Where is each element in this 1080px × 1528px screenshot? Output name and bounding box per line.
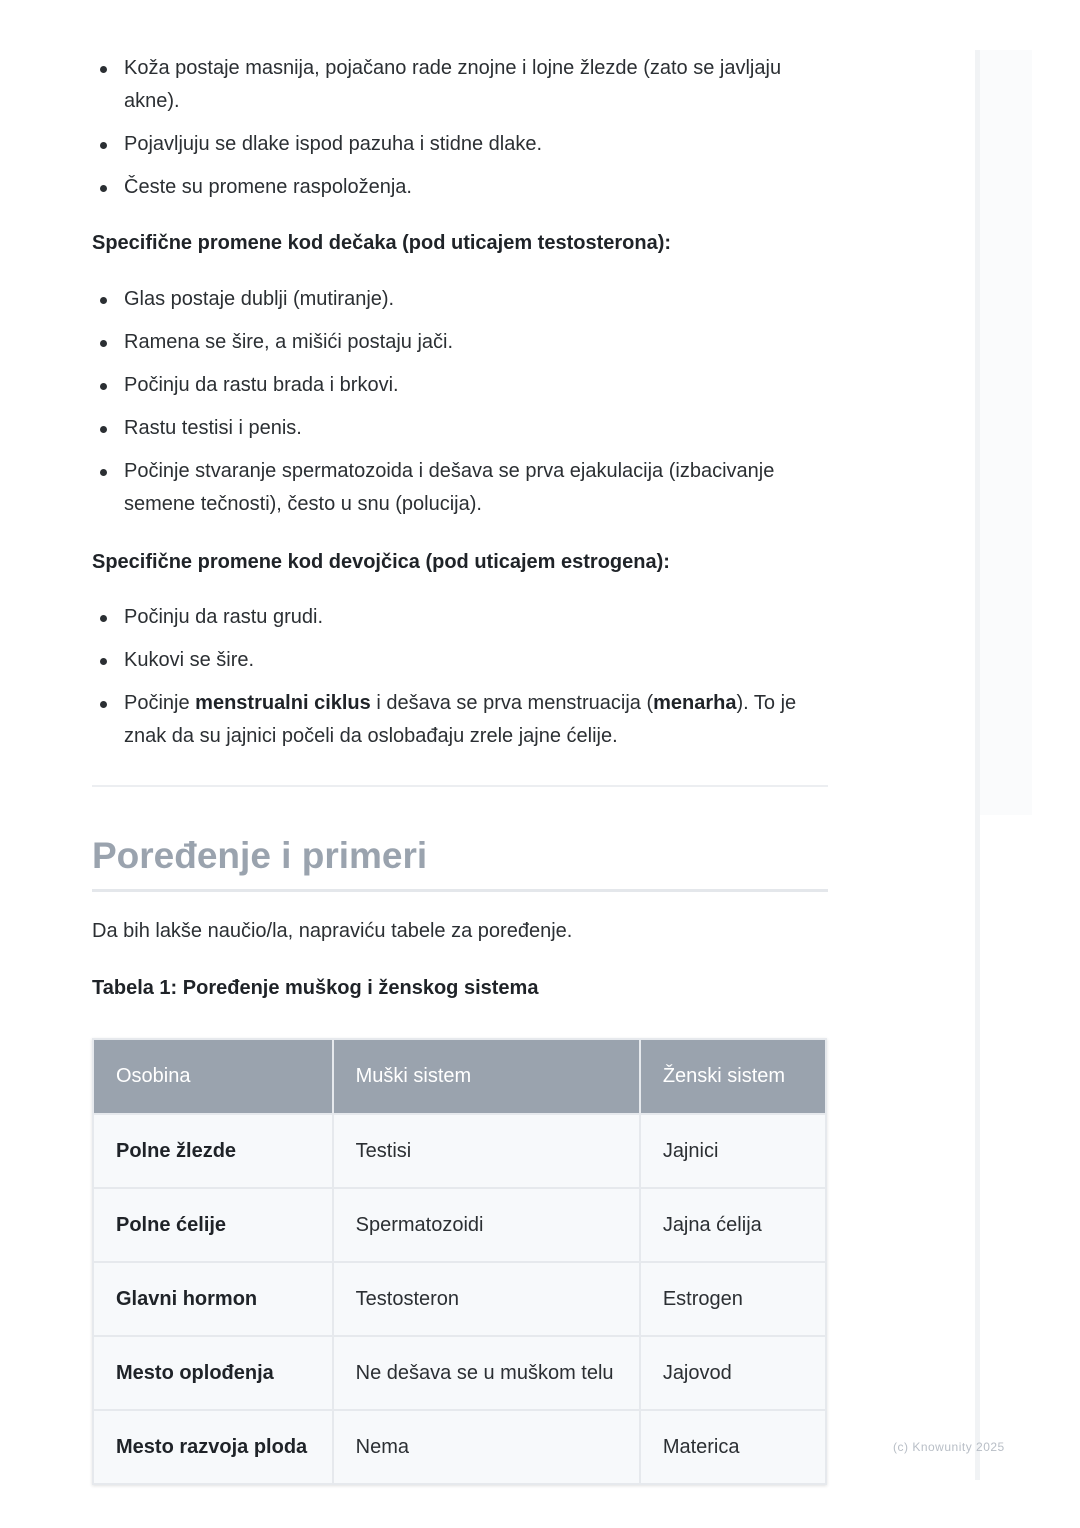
table-row [93, 1336, 826, 1410]
bullet-icon [100, 615, 107, 622]
bullet-icon [100, 297, 107, 304]
table-cell: Polne ćelije [93, 1188, 333, 1262]
column-header: Ženski sistem [640, 1039, 826, 1114]
term-menstrual-cycle: menstrualni ciklus [195, 692, 371, 714]
table-cell: Polne žlezde [93, 1114, 333, 1188]
table-cell: Glavni hormon [93, 1262, 333, 1336]
table-cell: Mesto razvoja ploda [93, 1410, 333, 1484]
table-row [93, 1262, 826, 1336]
table-cell: Estrogen [640, 1262, 826, 1336]
bullet-icon [100, 469, 107, 476]
list-item: Koža postaje masnija, pojačano rade znojne i lojne žlezde (zato se javljaju akne). [92, 52, 828, 118]
list-item: Počinju da rastu brada i brkovi. [92, 369, 828, 402]
bullet-icon [100, 340, 107, 347]
comparison-table [92, 1038, 827, 1485]
divider [92, 785, 828, 787]
bullet-icon [100, 383, 107, 390]
boys-heading: Specifične promene kod dečaka (pod uticajem testosterona): [92, 232, 672, 254]
table-cell: Mesto oplođenja [93, 1336, 333, 1410]
bullet-icon [100, 142, 107, 149]
table-cell: Jajovod [640, 1336, 826, 1410]
list-item: Kukovi se šire. [92, 644, 828, 677]
bullet-icon [100, 426, 107, 433]
table-cell: Ne dešava se u muškom telu [333, 1336, 640, 1410]
section-title: Poređenje i primeri [92, 835, 428, 876]
table-cell: Jajna ćelija [640, 1188, 826, 1262]
table-row [93, 1188, 826, 1262]
term-menarche: menarha [653, 692, 737, 714]
bullet-icon [100, 658, 107, 665]
list-item: Počinje stvaranje spermatozoida i dešava se prva ejakulacija (izbacivanje semene tečnosti), često u snu (polucija). [92, 455, 828, 521]
column-header: Muški sistem [333, 1039, 640, 1114]
list-item: Počinju da rastu grudi. [92, 601, 828, 634]
table-cell: Testosteron [333, 1262, 640, 1336]
list-item: Pojavljuju se dlake ispod pazuha i stidne dlake. [92, 128, 828, 161]
table-cell: Jajnici [640, 1114, 826, 1188]
girls-changes-list [92, 601, 828, 763]
table-header-row [93, 1039, 826, 1114]
table-cell: Nema [333, 1410, 640, 1484]
table-cell: Spermatozoidi [333, 1188, 640, 1262]
table-cell: Testisi [333, 1114, 640, 1188]
list-item: Počinje menstrualni ciklus i dešava se prva menstruacija (menarha). To je znak da su jajnici počeli da oslobađaju zrele jajne ćelije. [92, 687, 828, 753]
bullet-icon [100, 701, 107, 708]
table-title: Tabela 1: Poređenje muškog i ženskog sistema [92, 977, 539, 999]
table-row [93, 1410, 826, 1484]
general-changes-list [92, 52, 828, 214]
list-item: Glas postaje dublji (mutiranje). [92, 283, 828, 316]
column-header: Osobina [93, 1039, 333, 1114]
table-row [93, 1114, 826, 1188]
girls-heading: Specifične promene kod devojčica (pod uticajem estrogena): [92, 551, 670, 573]
bullet-icon [100, 185, 107, 192]
right-rail [975, 50, 1032, 815]
section-intro: Da bih lakše naučio/la, napraviću tabele za poređenje. [92, 920, 573, 942]
boys-changes-list [92, 283, 828, 531]
section-title-underline [92, 889, 828, 892]
bullet-icon [100, 66, 107, 73]
right-rail-border [975, 50, 980, 1480]
table-cell: Materica [640, 1410, 826, 1484]
copyright-footer: (c) Knowunity 2025 [893, 1440, 1005, 1454]
list-item: Rastu testisi i penis. [92, 412, 828, 445]
list-item: Ramena se šire, a mišići postaju jači. [92, 326, 828, 359]
list-item: Česte su promene raspoloženja. [92, 171, 828, 204]
